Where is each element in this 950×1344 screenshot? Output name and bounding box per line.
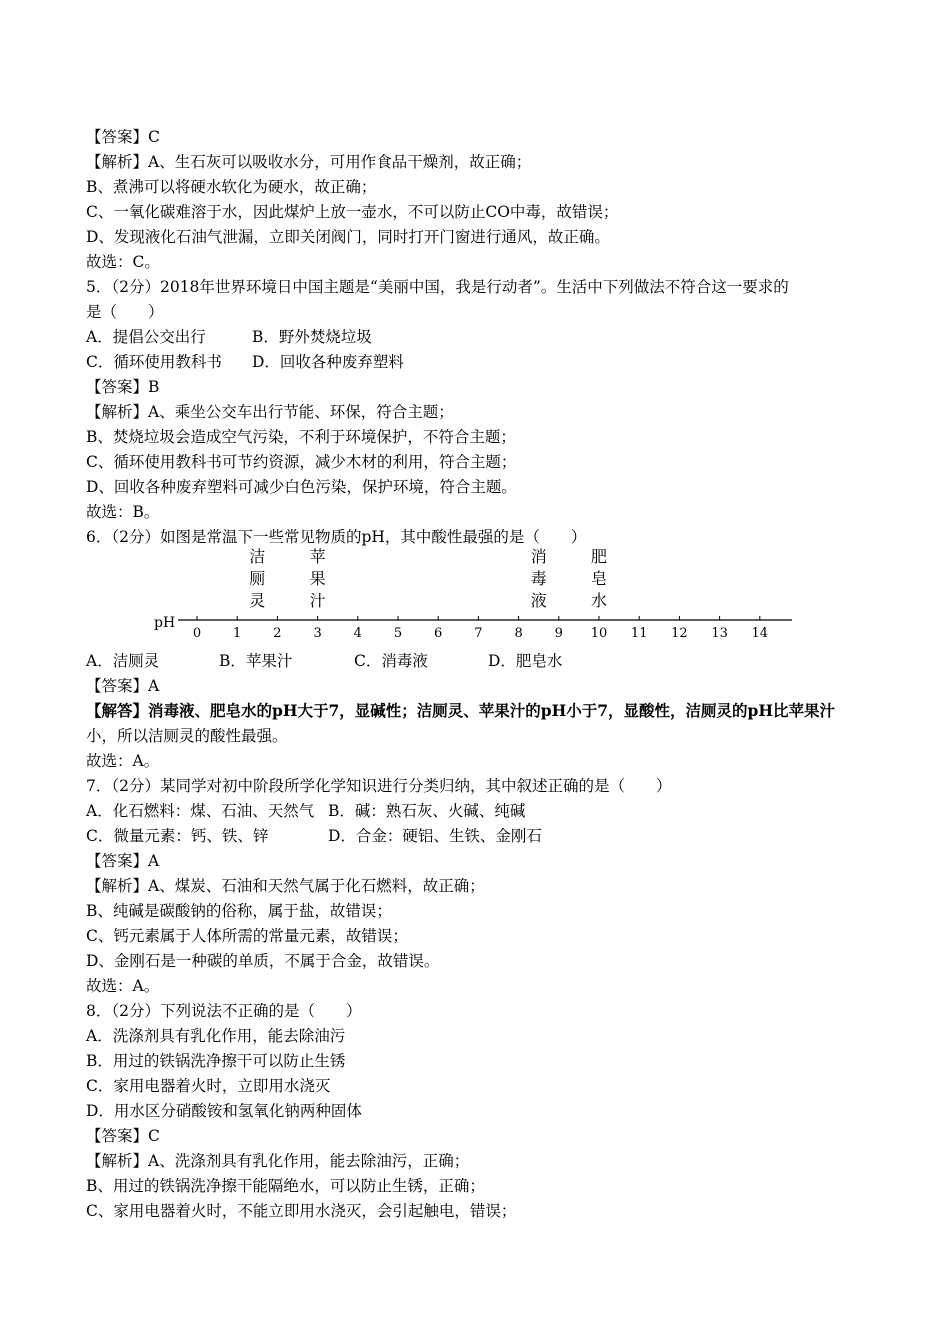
q6-choice: 故选：A。 [86,752,160,770]
q6-option-a: A．洁厕灵 [86,652,160,670]
ph-tick-label: 13 [711,626,728,641]
ph-tick-label: 2 [273,626,282,641]
q8-analysis-a: 【解析】A、洗涤剂具有乳化作用，能去除油污，正确； [86,1152,470,1170]
ph-tick-label: 8 [514,626,523,641]
q8-option-a: A．洗涤剂具有乳化作用，能去除油污 [86,1027,346,1045]
q8-option-d: D．用水区分硝酸铵和氢氧化钠两种固体 [86,1102,362,1120]
q7-choice: 故选：A。 [86,977,160,995]
q5-analysis-b: B、焚烧垃圾会造成空气污染，不利于环境保护，不符合主题； [86,428,516,446]
q8-analysis-c: C、家用电器着火时，不能立即用水浇灭，会引起触电，错误； [86,1202,517,1220]
ph-tick-label: 3 [313,626,322,641]
ph-marker-char: 水 [590,591,608,610]
q6-option-c: C．消毒液 [354,652,428,670]
ph-tick-label: 0 [192,626,202,641]
q5-option-c: C．循环使用教科书 [86,353,222,371]
ph-marker-char: 毒 [530,569,547,588]
q7-stem: 7．（2分）某同学对初中阶段所学化学知识进行分类归纳，其中叙述正确的是（ ） [86,777,672,795]
ph-marker-char: 肥 [590,547,608,566]
ph-marker-char: 消 [530,547,547,566]
q7-analysis-b: B、纯碱是碳酸钠的俗称，属于盐，故错误； [86,902,392,920]
q4-analysis-a: 【解析】A、生石灰可以吸收水分，可用作食品干燥剂，故正确； [86,153,532,171]
q6-option-b: B．苹果汁 [219,652,293,670]
ph-tick-label: 9 [554,626,563,641]
ph-marker-char: 洁 [249,547,266,566]
ph-marker-char: 厕 [249,569,266,588]
q4-analysis-c: C、一氧化碳难溶于水，因此煤炉上放一壶水，不可以防止CO中毒，故错误； [86,203,619,221]
q8-option-b: B．用过的铁锅洗净擦干可以防止生锈 [86,1052,346,1070]
q4-analysis-d: D、发现液化石油气泄漏，立即关闭阀门，同时打开门窗进行通风，故正确。 [86,228,610,246]
ph-tick-label: 12 [671,626,688,641]
q5-analysis-d: D、回收各种废弃塑料可减少白色污染，保护环境，符合主题。 [86,478,517,496]
q8-analysis-b: B、用过的铁锅洗净擦干能隔绝水，可以防止生锈，正确； [86,1177,485,1195]
ph-tick-label: 10 [590,626,608,641]
q4-answer: 【答案】C [86,128,160,146]
q7-option-a: A．化石燃料：煤、石油、天然气 [86,802,315,820]
q8-answer: 【答案】C [86,1127,160,1145]
q5-option-b: B．野外焚烧垃圾 [252,328,372,346]
q6-solution-line2: 小，所以洁厕灵的酸性最强。 [86,727,288,745]
ph-tick-label: 11 [630,626,648,641]
q6-stem: 6．（2分）如图是常温下一些常见物质的pH，其中酸性最强的是（ ） [86,528,587,546]
ph-marker [310,547,326,610]
ph-marker-char: 苹 [309,547,326,566]
q7-answer: 【答案】A [86,852,160,870]
ph-scale-figure [150,540,810,650]
q8-stem: 8．（2分）下列说法不正确的是（ ） [86,1002,362,1020]
ph-tick-label: 7 [474,626,483,641]
ph-marker [591,547,607,610]
q5-option-a: A．提倡公交出行 [86,328,206,346]
ph-marker-char: 液 [530,591,547,610]
ph-tick-label: 6 [434,626,443,641]
ph-marker [249,547,265,610]
q5-option-d: D．回收各种废弃塑料 [252,353,404,371]
q5-answer: 【答案】B [86,378,160,396]
q6-answer: 【答案】A [86,677,160,695]
q5-stem-line1: 5．（2分）2018年世界环境日中国主题是“美丽中国，我是行动者”。生活中下列做法不符合这一要求的 [86,278,789,296]
q7-analysis-d: D、金刚石是一种碳的单质，不属于合金，故错误。 [86,952,440,970]
q5-choice: 故选：B。 [86,503,160,521]
q5-analysis-c: C、循环使用教科书可节约资源，减少木材的利用，符合主题； [86,453,517,471]
ph-tick-label: 14 [751,626,769,641]
ph-marker-char: 果 [309,569,326,588]
q5-stem-line2: 是（ ） [86,303,164,321]
q5-analysis-a: 【解析】A、乘坐公交车出行节能、环保，符合主题； [86,403,454,421]
q6-solution-line1: 【解答】消毒液、肥皂水的pH大于7，显碱性；洁厕灵、苹果汁的pH小于7，显酸性，洁厕灵的pH比苹果汁 [86,701,836,720]
q6-option-d: D．肥皂水 [488,652,563,670]
q4-choice: 故选：C。 [86,253,160,271]
ph-marker-char: 汁 [309,591,326,610]
q4-analysis-b: B、煮沸可以将硬水软化为硬水，故正确； [86,178,377,196]
q7-analysis-a: 【解析】A、煤炭、石油和天然气属于化石燃料，故正确； [86,877,485,895]
q7-option-c: C．微量元素：钙、铁、锌 [86,827,269,845]
ph-marker-char: 皂 [590,569,608,588]
ph-tick-label: 4 [353,626,362,641]
q7-analysis-c: C、钙元素属于人体所需的常量元素，故错误； [86,927,408,945]
ph-axis-label: pH [154,615,176,631]
ph-marker-char: 灵 [249,591,266,610]
q8-option-c: C．家用电器着火时，立即用水浇灭 [86,1077,331,1095]
ph-tick-label: 1 [233,626,242,641]
ph-marker [531,547,547,610]
ph-tick-label: 5 [393,626,403,641]
q7-option-b: B．碱：熟石灰、火碱、纯碱 [328,802,526,820]
q7-option-d: D．合金：硬铝、生铁、金刚石 [328,827,542,845]
